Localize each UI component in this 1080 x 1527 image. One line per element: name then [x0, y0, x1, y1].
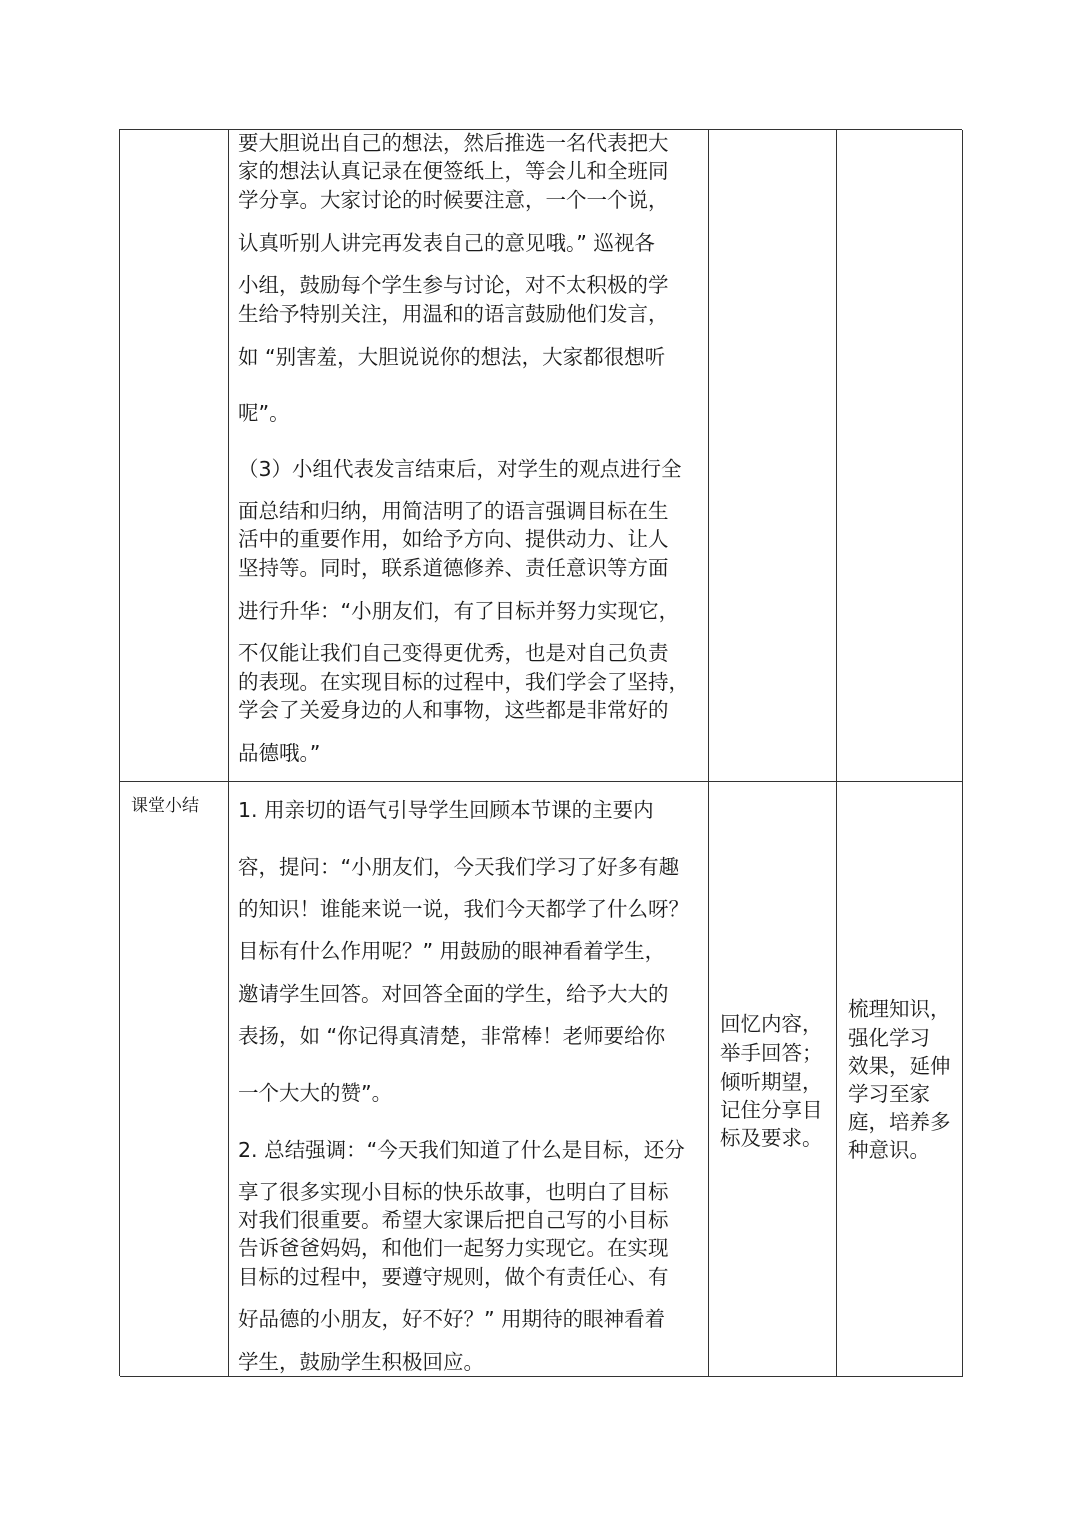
content-line: 目标有什么作用呢？” 用鼓励的眼神看着学生， — [238, 939, 666, 963]
content-line: 2. 总结强调：“今天我们知道了什么是目标，还分 — [238, 1138, 685, 1162]
content-line: 邀请学生回答。对回答全面的学生，给予大大的 — [238, 982, 669, 1006]
content-line: 一个大大的赞”。 — [238, 1081, 393, 1105]
design-intent-cell — [837, 782, 963, 1377]
content-line: 好品德的小朋友，好不好？” 用期待的眼神看着 — [238, 1307, 666, 1331]
intent-line: 种意识。 — [848, 1138, 930, 1162]
content-line: 告诉爸爸妈妈，和他们一起努力实现它。在实现 — [238, 1236, 669, 1260]
intent-line: 梳理知识， — [848, 997, 951, 1021]
intent-line: 学习至家 — [848, 1082, 930, 1106]
content-line: 享了很多实现小目标的快乐故事，也明白了目标 — [238, 1180, 669, 1204]
student-line: 标及要求。 — [720, 1126, 823, 1150]
stage-cell — [120, 782, 229, 1377]
student-activity-cell — [709, 130, 837, 782]
content-line: 表扬，如 “你记得真清楚，非常棒！老师要给你 — [238, 1024, 666, 1048]
stage-cell — [120, 130, 229, 782]
student-activity-cell — [709, 782, 837, 1377]
content-line: 要大胆说出自己的想法，然后推选一名代表把大 — [238, 131, 669, 155]
content-line: 品德哦。” — [238, 741, 321, 765]
content-line: 小组，鼓励每个学生参与讨论，对不太积极的学 — [238, 273, 669, 297]
content-line: 目标的过程中，要遵守规则，做个有责任心、有 — [238, 1265, 669, 1289]
content-line: 学分享。大家讨论的时候要注意，一个一个说， — [238, 188, 669, 212]
content-line: 进行升华：“小朋友们，有了目标并努力实现它， — [238, 599, 680, 623]
student-line: 倾听期望， — [720, 1070, 823, 1094]
student-line: 举手回答； — [720, 1041, 823, 1065]
content-line: 不仅能让我们自己变得更优秀，也是对自己负责 — [238, 641, 669, 665]
intent-line: 强化学习 — [848, 1026, 930, 1050]
content-line: （3）小组代表发言结束后，对学生的观点进行全 — [238, 457, 682, 481]
content-line: 家的想法认真记录在便签纸上，等会儿和全班同 — [238, 159, 669, 183]
content-line: 活中的重要作用，如给予方向、提供动力、让人 — [238, 527, 669, 551]
content-line: 的知识！谁能来说一说，我们今天都学了什么呀？ — [238, 897, 689, 921]
content-line: 坚持等。同时，联系道德修养、责任意识等方面 — [238, 556, 669, 580]
content-line: 1. 用亲切的语气引导学生回顾本节课的主要内 — [238, 798, 654, 822]
content-line: 学生，鼓励学生积极回应。 — [238, 1350, 484, 1374]
content-line: 的表现。在实现目标的过程中，我们学会了坚持， — [238, 670, 689, 694]
content-line: 面总结和归纳，用简洁明了的语言强调目标在生 — [238, 499, 669, 523]
content-line: 认真听别人讲完再发表自己的意见哦。” 巡视各 — [238, 231, 655, 255]
intent-line: 庭，培养多 — [848, 1110, 951, 1134]
content-line: 生给予特别关注，用温和的语言鼓励他们发言， — [238, 302, 669, 326]
content-line: 容，提问：“小朋友们，今天我们学习了好多有趣 — [238, 855, 680, 879]
student-line: 记住分享目 — [720, 1098, 823, 1122]
content-line: 呢”。 — [238, 401, 290, 425]
content-line: 对我们很重要。希望大家课后把自己写的小目标 — [238, 1208, 669, 1232]
stage-label: 课堂小结 — [131, 796, 199, 816]
content-line: 如 “别害羞，大胆说说你的想法，大家都很想听 — [238, 345, 666, 369]
intent-line: 效果，延伸 — [848, 1054, 951, 1078]
design-intent-cell — [837, 130, 963, 782]
student-line: 回忆内容， — [720, 1012, 823, 1036]
content-line: 学会了关爱身边的人和事物，这些都是非常好的 — [238, 698, 669, 722]
